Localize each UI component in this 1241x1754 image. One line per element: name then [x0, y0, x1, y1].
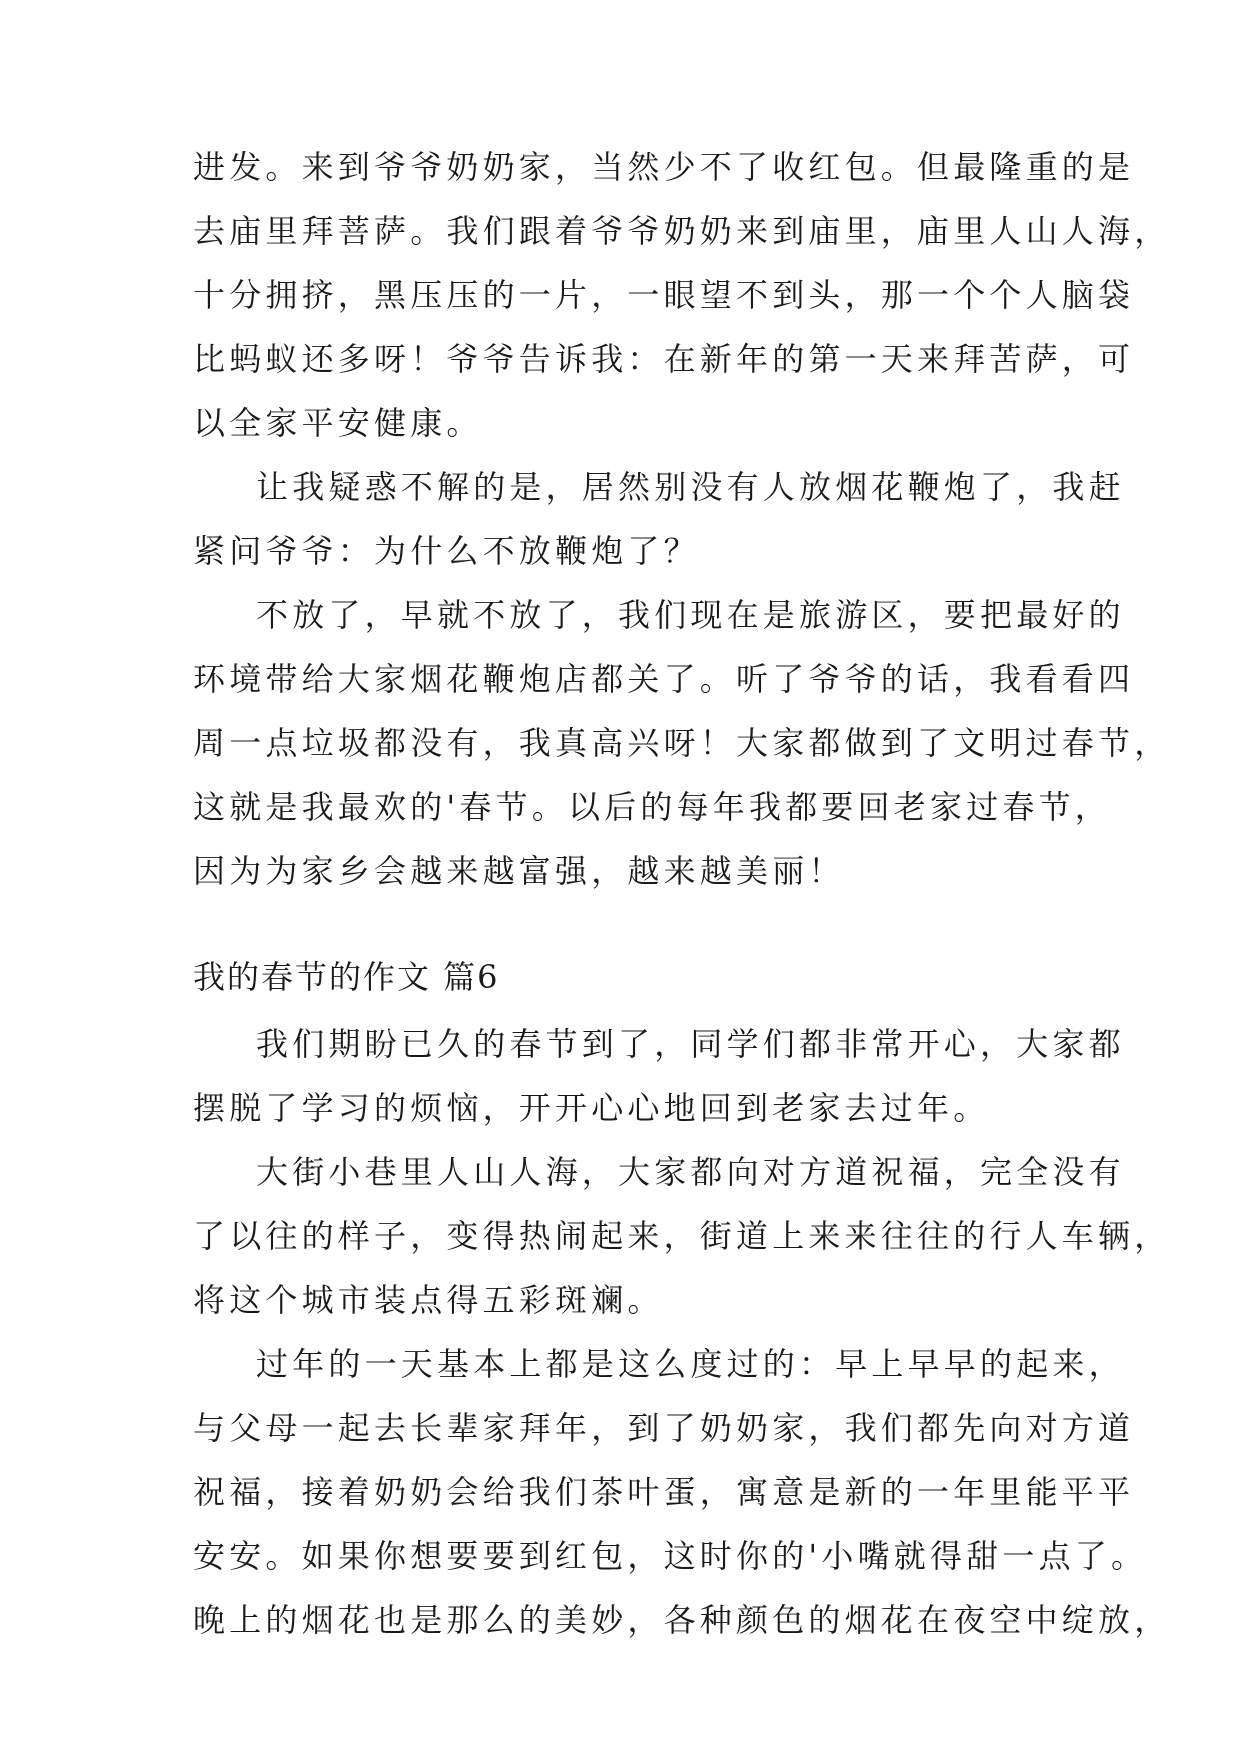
text-line: 晚上的烟花也是那么的美妙，各种颜色的烟花在夜空中绽放， — [193, 1601, 1171, 1639]
text-line: 周一点垃圾都没有，我真高兴呀！大家都做到了文明过春节， — [193, 724, 1171, 762]
text-line: 与父母一起去长辈家拜年，到了奶奶家，我们都先向对方道 — [193, 1409, 1135, 1447]
text-line: 将这个城市装点得五彩斑斓。 — [193, 1281, 664, 1319]
text-line: 以全家平安健康。 — [193, 404, 483, 442]
text-line: 这就是我最欢的'春节。以后的每年我都要回老家过春节， — [193, 788, 1111, 826]
text-line: 摆脱了学习的烦恼，开开心心地回到老家去过年。 — [193, 1089, 990, 1127]
text-line: 去庙里拜菩萨。我们跟着爷爷奶奶来到庙里，庙里人山人海， — [193, 212, 1171, 250]
text-line: 进发。来到爷爷奶奶家，当然少不了收红包。但最隆重的是 — [193, 148, 1135, 186]
paragraph-first-line: 过年的一天基本上都是这么度过的：早上早早的起来， — [256, 1345, 1125, 1383]
text-line: 环境带给大家烟花鞭炮店都关了。听了爷爷的话，我看看四 — [193, 660, 1135, 698]
text-line: 因为为家乡会越来越富强，越来越美丽！ — [193, 852, 845, 890]
section-heading: 我的春节的作文 篇6 — [193, 958, 500, 996]
paragraph-first-line: 我们期盼已久的春节到了，同学们都非常开心，大家都 — [256, 1025, 1125, 1063]
text-line: 紧问爷爷：为什么不放鞭炮了？ — [193, 532, 700, 570]
text-line: 十分拥挤，黑压压的一片，一眼望不到头，那一个个人脑袋 — [193, 276, 1135, 314]
text-line: 祝福，接着奶奶会给我们茶叶蛋，寓意是新的一年里能平平 — [193, 1473, 1135, 1511]
text-line: 了以往的样子，变得热闹起来，街道上来来往往的行人车辆， — [193, 1217, 1171, 1255]
text-line: 比蚂蚁还多呀！爷爷告诉我：在新年的第一天来拜苦萨，可 — [193, 340, 1135, 378]
paragraph-first-line: 大街小巷里人山人海，大家都向对方道祝福，完全没有 — [256, 1153, 1125, 1191]
text-line: 安安。如果你想要要到红包，这时你的'小嘴就得甜一点了。 — [193, 1537, 1148, 1575]
paragraph-first-line: 不放了，早就不放了，我们现在是旅游区，要把最好的 — [256, 596, 1125, 634]
paragraph-first-line: 让我疑惑不解的是，居然别没有人放烟花鞭炮了，我赶 — [256, 468, 1125, 506]
